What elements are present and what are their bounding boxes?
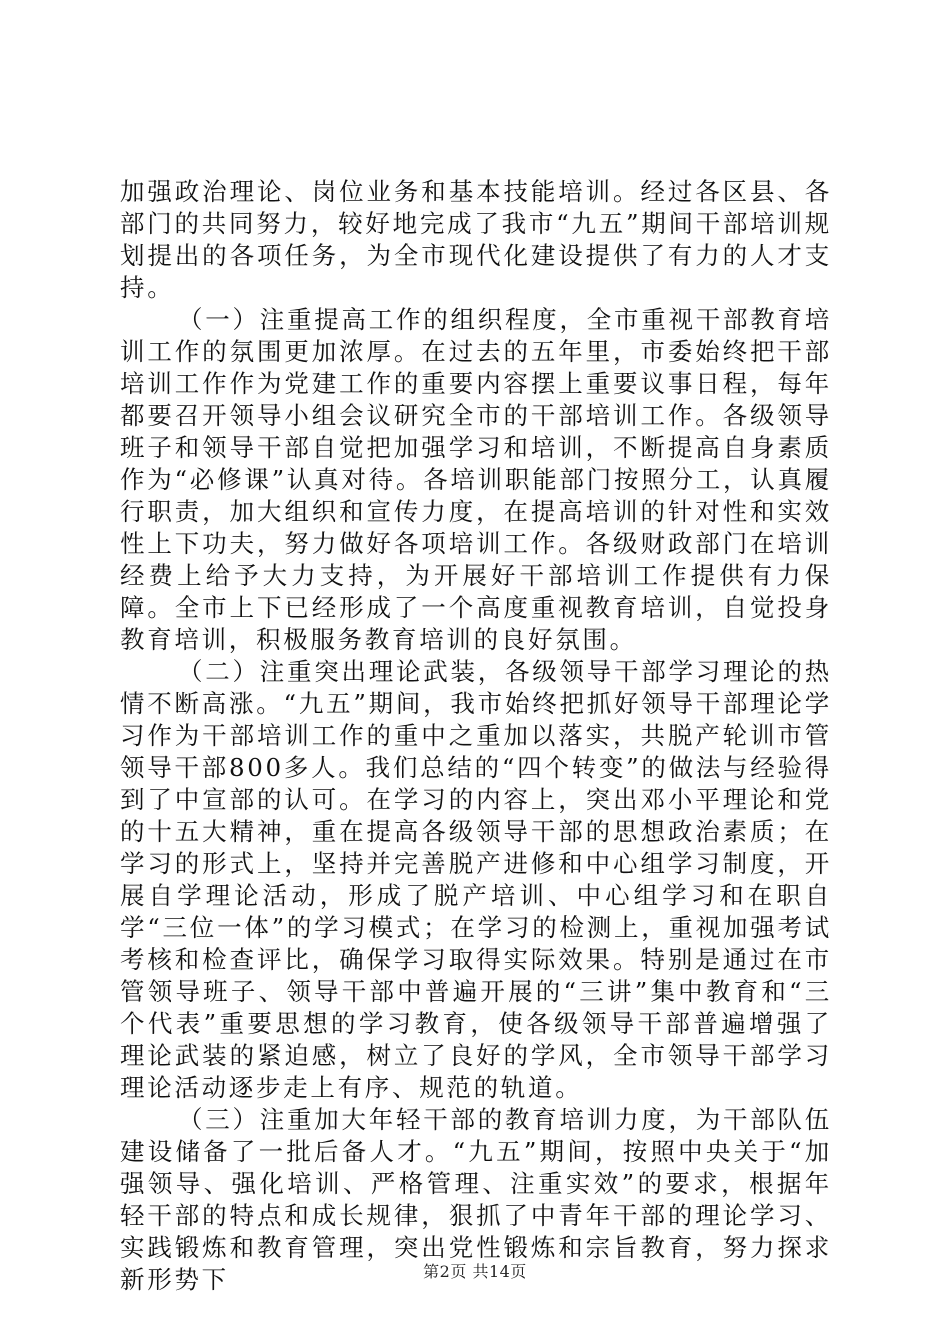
- document-body: [120, 176, 832, 1296]
- paragraph-continuation: 加强政治理论、岗位业务和基本技能培训。经过各区县、各部门的共同努力，较好地完成了我市“九五”期间干部培训规划提出的各项任务，为全市现代化建设提供了有力的人才支持。: [120, 177, 832, 302]
- paragraph-section-three: （三）注重加大年轻干部的教育培训力度，为干部队伍建设储备了一批后备人才。“九五”期间，按照中央关于“加强领导、强化培训、严格管理、注重实效”的要求，根据年轻干部的特点和成长规律，狠抓了中青年干部的理论学习、实践锻炼和教育管理，突出党性锻炼和宗旨教育，努力探求新形势下: [120, 1105, 832, 1294]
- paragraph-section-one: （一）注重提高工作的组织程度，全市重视干部教育培训工作的氛围更加浓厚。在过去的五年里，市委始终把干部培训工作作为党建工作的重要内容摆上重要议事日程，每年都要召开领导小组会议研究全市的干部培训工作。各级领导班子和领导干部自觉把加强学习和培训，不断提高自身素质作为“必修课”认真对待。各培训职能部门按照分工，认真履行职责，加大组织和宣传力度，在提高培训的针对性和实效性上下功夫，努力做好各项培训工作。各级财政部门在培训经费上给予大力支持，为开展好干部培训工作提供有力保障。全市上下已经形成了一个高度重视教育培训，自觉投身教育培训，积极服务教育培训的良好氛围。: [120, 305, 832, 654]
- paragraph-section-two: （二）注重突出理论武装，各级领导干部学习理论的热情不断高涨。“九五”期间，我市始终把抓好领导干部理论学习作为干部培训工作的重中之重加以落实，共脱产轮训市管领导干部800多人。我们总结的“四个转变”的做法与经验得到了中宣部的认可。在学习的内容上，突出邓小平理论和党的十五大精神，重在提高各级领导干部的思想政治素质；在学习的形式上，坚持并完善脱产进修和中心组学习制度，开展自学理论活动，形成了脱产培训、中心组学习和在职自学“三位一体”的学习模式；在学习的检测上，重视加强考试考核和检查评比，确保学习取得实际效果。特别是通过在市管领导班子、领导干部中普遍开展的“三讲”集中教育和“三个代表”重要思想的学习教育，使各级领导干部普遍增强了理论武装的紧迫感，树立了良好的学风，全市领导干部学习理论活动逐步走上有序、规范的轨道。: [120, 657, 832, 1102]
- page-number-footer: 第2页 共14页: [423, 1262, 527, 1281]
